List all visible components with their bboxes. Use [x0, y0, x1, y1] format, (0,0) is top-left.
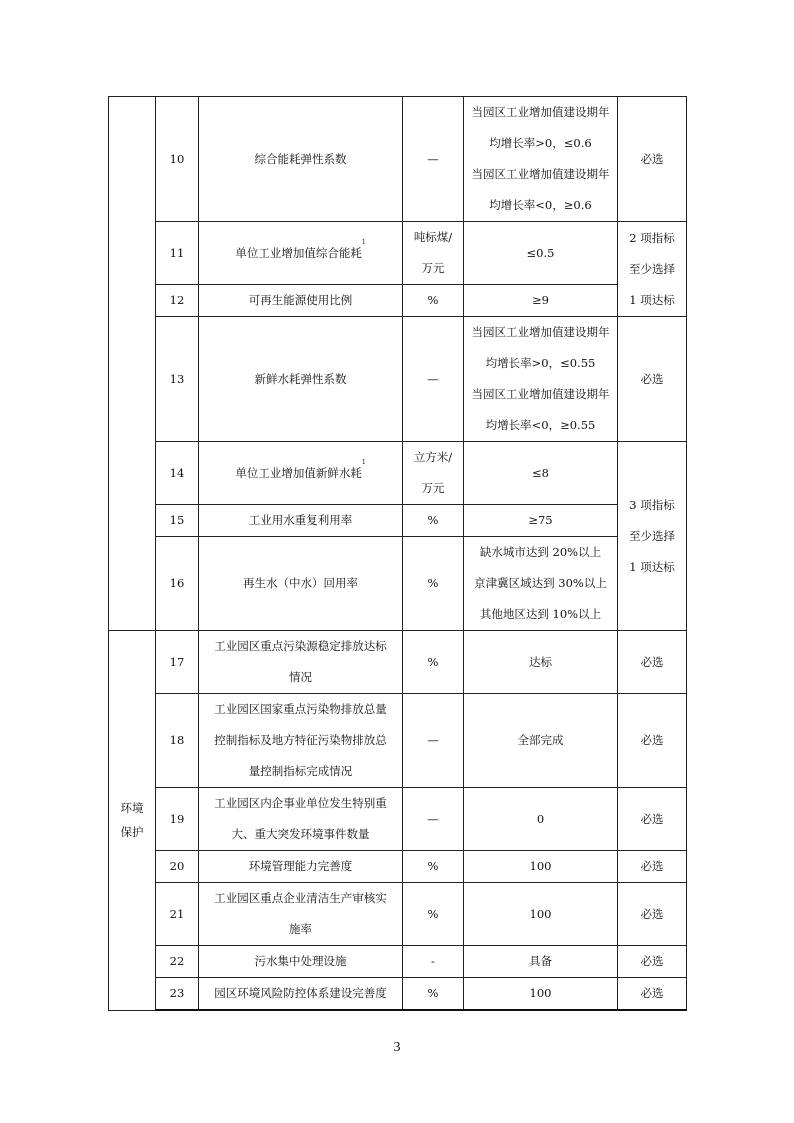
indicator-name-cell: 园区环境风险防控体系建设完善度	[199, 978, 403, 1011]
row-number-cell: 11	[156, 222, 199, 285]
text-line: 量控制指标完成情况	[248, 764, 353, 778]
indicator-name-cell	[199, 442, 403, 505]
unit-cell: %	[403, 851, 464, 883]
text-line: 当园区工业增加值建设期年	[471, 105, 610, 119]
unit-cell	[403, 222, 464, 285]
requirement-cell: 必选	[618, 631, 687, 694]
unit-cell: %	[403, 883, 464, 946]
row-number-cell: 20	[156, 851, 199, 883]
indicator-name-cell	[199, 694, 403, 788]
target-value-cell: 100	[464, 851, 618, 883]
text-line: 1 项达标	[629, 292, 675, 307]
unit-cell: -	[403, 946, 464, 978]
text-line: 工业园区国家重点污染物排放总量	[214, 702, 387, 716]
text-line: 至少选择	[629, 528, 675, 543]
text-line: 均增长率>0，≤0.6	[489, 136, 592, 150]
text-line: 控制指标及地方特征污染物排放总	[214, 733, 387, 747]
requirement-cell: 必选	[618, 694, 687, 788]
row-number-cell: 21	[156, 883, 199, 946]
unit-cell: —	[403, 317, 464, 442]
requirement-cell: 必选	[618, 788, 687, 851]
text-line: 情况	[289, 670, 312, 684]
text-line: 均增长率<0，≥0.55	[485, 418, 596, 432]
text-line: 京津冀区域达到 30%以上	[474, 576, 607, 590]
category-cell-resource	[109, 97, 156, 631]
indicator-name-cell: 工业用水重复利用率	[199, 505, 403, 537]
row-number-cell: 18	[156, 694, 199, 788]
indicator-name-cell	[199, 883, 403, 946]
indicator-name-cell: 新鲜水耗弹性系数	[199, 317, 403, 442]
text-line: 至少选择	[629, 261, 675, 276]
row-number-cell: 23	[156, 978, 199, 1011]
text-line: 万元	[421, 481, 445, 495]
row-number-cell: 16	[156, 537, 199, 631]
target-value-cell: 达标	[464, 631, 618, 694]
target-value-cell	[464, 97, 618, 222]
target-value-cell: ≥75	[464, 505, 618, 537]
requirement-cell	[618, 222, 687, 317]
text-line: 当园区工业增加值建设期年	[471, 325, 610, 339]
target-value-cell: 具备	[464, 946, 618, 978]
table-row	[109, 505, 687, 537]
table-row	[109, 537, 687, 631]
unit-cell: —	[403, 788, 464, 851]
row-number-cell: 13	[156, 317, 199, 442]
unit-cell: %	[403, 505, 464, 537]
table-row	[109, 978, 687, 1011]
indicator-name-text: 单位工业增加值新鲜水耗	[235, 465, 362, 480]
requirement-cell: 必选	[618, 978, 687, 1011]
page-number: 3	[393, 1040, 401, 1055]
indicator-name-cell: 综合能耗弹性系数	[199, 97, 403, 222]
requirement-cell: 必选	[618, 883, 687, 946]
indicator-table-body	[109, 97, 687, 1011]
text-line: 保护	[120, 825, 144, 840]
unit-cell: —	[403, 97, 464, 222]
table-row	[109, 317, 687, 442]
unit-cell	[403, 442, 464, 505]
table-row	[109, 851, 687, 883]
text-line: 施率	[289, 922, 312, 936]
indicator-name-text: 单位工业增加值综合能耗	[235, 245, 362, 260]
footnote-marker: 1	[361, 458, 366, 466]
target-value-cell	[464, 317, 618, 442]
text-line: 工业园区重点企业清洁生产审核实	[214, 891, 387, 905]
row-number-cell: 22	[156, 946, 199, 978]
target-value-cell: 100	[464, 978, 618, 1011]
text-line: 吨标煤/	[413, 230, 453, 244]
text-line: 1 项达标	[629, 559, 675, 574]
row-number-cell: 14	[156, 442, 199, 505]
text-line: 当园区工业增加值建设期年	[471, 387, 610, 401]
text-line: 工业园区重点污染源稳定排放达标	[214, 639, 387, 653]
unit-cell: %	[403, 978, 464, 1011]
text-line: 立方米/	[413, 450, 453, 464]
indicator-name-cell	[199, 222, 403, 285]
target-value-cell: ≤0.5	[464, 222, 618, 285]
indicator-name-cell	[199, 788, 403, 851]
text-line: 均增长率<0，≥0.6	[489, 198, 592, 212]
table-row	[109, 97, 687, 222]
row-number-cell: 17	[156, 631, 199, 694]
text-line: 万元	[421, 261, 445, 275]
text-line: 2 项指标	[629, 230, 675, 245]
indicator-name-cell: 可再生能源使用比例	[199, 285, 403, 317]
table-row	[109, 442, 687, 505]
text-line: 其他地区达到 10%以上	[479, 607, 602, 621]
text-line: 均增长率>0，≤0.55	[485, 356, 596, 370]
text-line: 环境	[120, 801, 144, 816]
target-value-cell: 100	[464, 883, 618, 946]
target-value-cell: 0	[464, 788, 618, 851]
unit-cell: —	[403, 694, 464, 788]
unit-cell: %	[403, 537, 464, 631]
target-value-cell: ≤8	[464, 442, 618, 505]
indicator-name-cell: 环境管理能力完善度	[199, 851, 403, 883]
table-row	[109, 631, 687, 694]
table-row	[109, 694, 687, 788]
indicator-name-cell	[199, 631, 403, 694]
target-value-cell	[464, 537, 618, 631]
indicator-name-cell: 再生水（中水）回用率	[199, 537, 403, 631]
table-row	[109, 222, 687, 285]
indicator-name-cell: 污水集中处理设施	[199, 946, 403, 978]
table-row	[109, 883, 687, 946]
text-line: 缺水城市达到 20%以上	[479, 545, 602, 559]
text-line: 工业园区内企事业单位发生特别重	[214, 796, 387, 810]
indicator-table	[108, 96, 687, 1011]
category-cell-environment	[109, 631, 156, 1011]
target-value-cell: ≥9	[464, 285, 618, 317]
table-row	[109, 788, 687, 851]
requirement-cell: 必选	[618, 946, 687, 978]
unit-cell: %	[403, 631, 464, 694]
requirement-cell	[618, 442, 687, 631]
text-line: 当园区工业增加值建设期年	[471, 167, 610, 181]
table-row	[109, 285, 687, 317]
text-line: 3 项指标	[629, 497, 675, 512]
target-value-cell: 全部完成	[464, 694, 618, 788]
text-line: 大、重大突发环境事件数量	[231, 827, 370, 841]
row-number-cell: 19	[156, 788, 199, 851]
requirement-cell: 必选	[618, 317, 687, 442]
footnote-marker: 1	[361, 238, 366, 246]
requirement-cell: 必选	[618, 97, 687, 222]
unit-cell: %	[403, 285, 464, 317]
requirement-cell: 必选	[618, 851, 687, 883]
row-number-cell: 10	[156, 97, 199, 222]
row-number-cell: 12	[156, 285, 199, 317]
row-number-cell: 15	[156, 505, 199, 537]
table-row	[109, 946, 687, 978]
